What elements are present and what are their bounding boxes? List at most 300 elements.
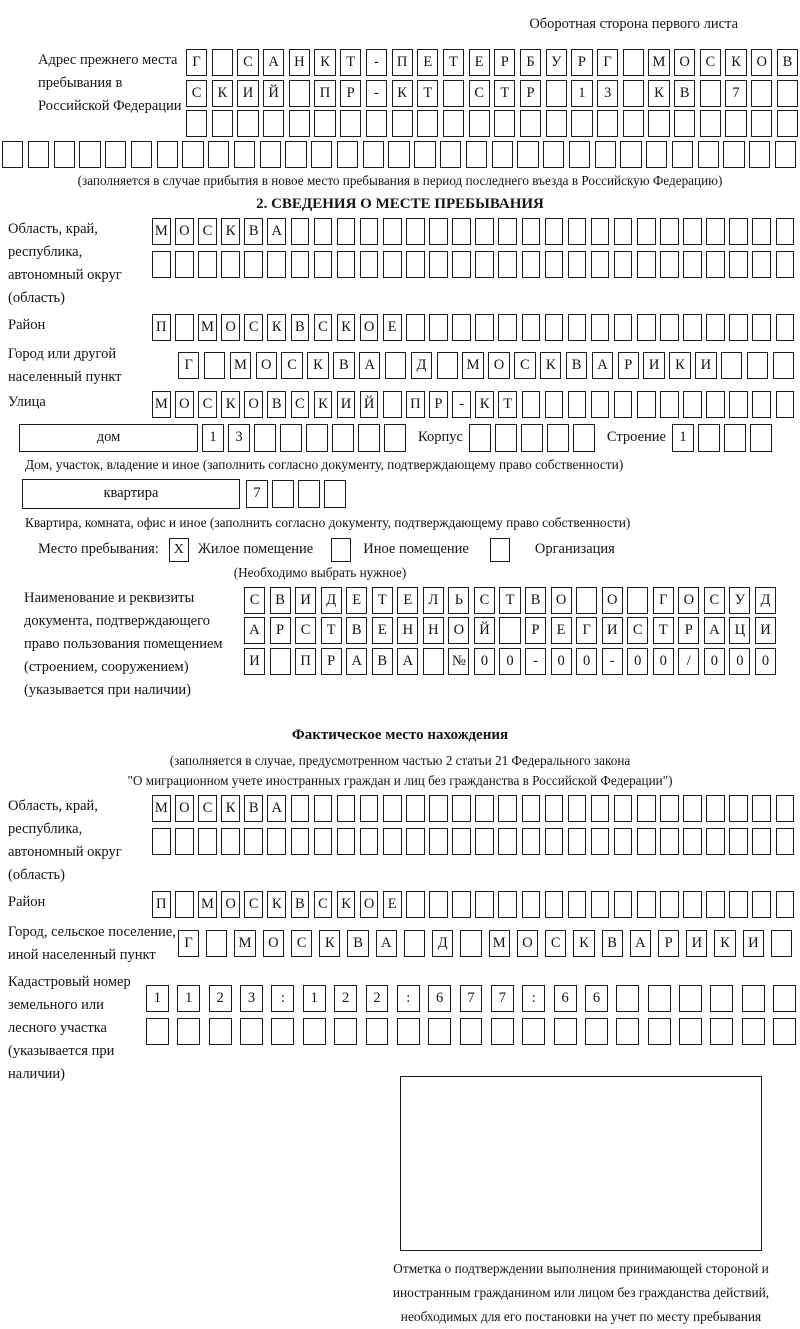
form-cell[interactable]	[206, 930, 227, 957]
form-cell[interactable]	[545, 391, 564, 418]
form-cell[interactable]	[591, 251, 610, 278]
form-cell[interactable]: А	[397, 648, 418, 675]
form-cell[interactable]	[724, 424, 746, 452]
form-cell[interactable]: М	[152, 795, 171, 822]
form-cell[interactable]	[397, 1018, 420, 1045]
form-cell[interactable]: В	[777, 49, 798, 76]
form-cell[interactable]	[637, 828, 656, 855]
form-cell[interactable]: У	[729, 587, 750, 614]
form-cell[interactable]: К	[212, 80, 233, 107]
form-cell[interactable]: -	[366, 49, 387, 76]
form-cell[interactable]	[646, 141, 667, 168]
form-cell[interactable]	[706, 218, 725, 245]
form-cell[interactable]	[660, 251, 679, 278]
form-cell[interactable]	[494, 110, 515, 137]
form-cell[interactable]	[546, 110, 567, 137]
form-cell[interactable]	[742, 1018, 765, 1045]
form-cell[interactable]	[683, 251, 702, 278]
form-cell[interactable]: К	[267, 314, 286, 341]
form-cell[interactable]: П	[152, 891, 171, 918]
form-cell[interactable]: О	[488, 352, 509, 379]
form-cell[interactable]	[710, 1018, 733, 1045]
form-cell[interactable]: В	[346, 617, 367, 644]
form-cell[interactable]	[545, 828, 564, 855]
form-cell[interactable]: У	[546, 49, 567, 76]
form-cell[interactable]: С	[244, 891, 263, 918]
form-cell[interactable]: Т	[340, 49, 361, 76]
form-cell[interactable]	[700, 110, 721, 137]
form-cell[interactable]	[683, 828, 702, 855]
form-cell[interactable]: К	[221, 218, 240, 245]
form-cell[interactable]	[749, 141, 770, 168]
form-cell[interactable]: Е	[469, 49, 490, 76]
form-cell[interactable]	[573, 424, 595, 452]
form-cell[interactable]: А	[267, 795, 286, 822]
form-cell[interactable]	[723, 141, 744, 168]
form-cell[interactable]	[683, 218, 702, 245]
form-cell[interactable]	[495, 424, 517, 452]
form-cell[interactable]	[522, 314, 541, 341]
form-cell[interactable]: П	[314, 80, 335, 107]
form-cell[interactable]: И	[743, 930, 764, 957]
form-cell[interactable]	[498, 891, 517, 918]
form-cell[interactable]: К	[725, 49, 746, 76]
form-cell[interactable]	[460, 930, 481, 957]
form-cell[interactable]: Д	[755, 587, 776, 614]
form-cell[interactable]: М	[152, 391, 171, 418]
form-cell[interactable]: К	[337, 314, 356, 341]
form-cell[interactable]: А	[630, 930, 651, 957]
form-cell[interactable]	[237, 110, 258, 137]
form-cell[interactable]	[637, 891, 656, 918]
form-cell[interactable]: А	[704, 617, 725, 644]
form-cell[interactable]	[751, 110, 772, 137]
form-cell[interactable]: О	[360, 891, 379, 918]
form-cell[interactable]: И	[695, 352, 716, 379]
form-cell[interactable]: П	[152, 314, 171, 341]
form-cell[interactable]	[406, 314, 425, 341]
form-cell[interactable]	[475, 314, 494, 341]
form-cell[interactable]	[648, 985, 671, 1012]
form-cell[interactable]: 6	[554, 985, 577, 1012]
form-cell[interactable]	[285, 141, 306, 168]
form-cell[interactable]	[340, 110, 361, 137]
form-cell[interactable]	[591, 218, 610, 245]
form-cell[interactable]	[492, 141, 513, 168]
form-cell[interactable]	[679, 1018, 702, 1045]
form-cell[interactable]: В	[525, 587, 546, 614]
form-cell[interactable]	[568, 218, 587, 245]
form-cell[interactable]	[175, 828, 194, 855]
form-cell[interactable]: Е	[551, 617, 572, 644]
form-cell[interactable]: В	[291, 314, 310, 341]
form-cell[interactable]	[429, 218, 448, 245]
form-cell[interactable]: К	[392, 80, 413, 107]
form-cell[interactable]: С	[244, 587, 265, 614]
form-cell[interactable]	[627, 587, 648, 614]
form-cell[interactable]: 1	[571, 80, 592, 107]
form-cell[interactable]	[429, 314, 448, 341]
form-cell[interactable]	[683, 314, 702, 341]
form-cell[interactable]	[475, 251, 494, 278]
form-cell[interactable]	[385, 352, 406, 379]
form-cell[interactable]	[491, 1018, 514, 1045]
form-cell[interactable]	[334, 1018, 357, 1045]
form-cell[interactable]: Й	[263, 80, 284, 107]
form-cell[interactable]	[337, 795, 356, 822]
form-cell[interactable]	[776, 795, 795, 822]
form-cell[interactable]	[289, 110, 310, 137]
form-cell[interactable]: Т	[653, 617, 674, 644]
form-cell[interactable]: Д	[411, 352, 432, 379]
form-cell[interactable]: В	[270, 587, 291, 614]
form-cell[interactable]	[303, 1018, 326, 1045]
form-cell[interactable]	[616, 985, 639, 1012]
form-cell[interactable]	[571, 110, 592, 137]
form-cell[interactable]: Й	[474, 617, 495, 644]
form-cell[interactable]	[244, 828, 263, 855]
form-cell[interactable]: В	[372, 648, 393, 675]
form-cell[interactable]: 2	[334, 985, 357, 1012]
form-cell[interactable]: Г	[597, 49, 618, 76]
form-cell[interactable]	[674, 110, 695, 137]
form-cell[interactable]: Е	[383, 314, 402, 341]
form-cell[interactable]: С	[198, 218, 217, 245]
form-cell[interactable]	[363, 141, 384, 168]
form-cell[interactable]	[157, 141, 178, 168]
form-cell[interactable]	[212, 49, 233, 76]
form-cell[interactable]: Р	[658, 930, 679, 957]
form-cell[interactable]	[429, 891, 448, 918]
form-cell[interactable]: К	[648, 80, 669, 107]
form-cell[interactable]	[234, 141, 255, 168]
form-cell[interactable]: С	[237, 49, 258, 76]
form-cell[interactable]: 0	[474, 648, 495, 675]
form-cell[interactable]: Т	[494, 80, 515, 107]
form-cell[interactable]: 0	[729, 648, 750, 675]
form-cell[interactable]	[175, 314, 194, 341]
form-cell[interactable]	[383, 828, 402, 855]
form-cell[interactable]: И	[755, 617, 776, 644]
form-cell[interactable]	[522, 1018, 545, 1045]
form-cell[interactable]: Н	[289, 49, 310, 76]
form-cell[interactable]: С	[627, 617, 648, 644]
form-cell[interactable]	[423, 648, 444, 675]
form-cell[interactable]	[499, 617, 520, 644]
form-cell[interactable]: 0	[576, 648, 597, 675]
form-cell[interactable]: К	[714, 930, 735, 957]
form-cell[interactable]: О	[244, 391, 263, 418]
form-cell[interactable]: Ь	[448, 587, 469, 614]
form-cell[interactable]	[475, 795, 494, 822]
form-cell[interactable]	[383, 251, 402, 278]
form-cell[interactable]: П	[392, 49, 413, 76]
form-cell[interactable]	[452, 795, 471, 822]
form-cell[interactable]: К	[267, 891, 286, 918]
form-cell[interactable]: В	[244, 795, 263, 822]
form-cell[interactable]	[616, 1018, 639, 1045]
form-cell[interactable]	[271, 1018, 294, 1045]
form-cell[interactable]: Р	[429, 391, 448, 418]
form-cell[interactable]: Е	[383, 891, 402, 918]
form-cell[interactable]: 0	[653, 648, 674, 675]
form-cell[interactable]	[546, 80, 567, 107]
form-cell[interactable]	[706, 314, 725, 341]
form-cell[interactable]	[773, 1018, 796, 1045]
form-cell[interactable]: -	[525, 648, 546, 675]
form-cell[interactable]	[660, 218, 679, 245]
form-cell[interactable]	[776, 391, 795, 418]
form-cell[interactable]	[683, 891, 702, 918]
form-cell[interactable]: А	[263, 49, 284, 76]
form-cell[interactable]: С	[314, 891, 333, 918]
form-cell[interactable]: Р	[321, 648, 342, 675]
form-cell[interactable]: 7	[491, 985, 514, 1012]
form-cell[interactable]	[672, 141, 693, 168]
form-cell[interactable]: С	[700, 49, 721, 76]
form-cell[interactable]: В	[347, 930, 368, 957]
form-cell[interactable]: Е	[346, 587, 367, 614]
form-cell[interactable]: Д	[432, 930, 453, 957]
form-cell[interactable]: М	[648, 49, 669, 76]
form-cell[interactable]	[591, 391, 610, 418]
form-cell[interactable]	[263, 110, 284, 137]
form-cell[interactable]	[623, 80, 644, 107]
form-cell[interactable]	[706, 891, 725, 918]
form-cell[interactable]	[440, 141, 461, 168]
form-cell[interactable]	[777, 80, 798, 107]
form-cell[interactable]: Е	[372, 617, 393, 644]
form-cell[interactable]: Г	[178, 930, 199, 957]
form-cell[interactable]	[706, 391, 725, 418]
form-cell[interactable]: :	[271, 985, 294, 1012]
form-cell[interactable]	[429, 795, 448, 822]
form-cell[interactable]: О	[360, 314, 379, 341]
form-cell[interactable]: И	[643, 352, 664, 379]
form-cell[interactable]	[751, 80, 772, 107]
form-cell[interactable]	[585, 1018, 608, 1045]
form-cell[interactable]	[388, 141, 409, 168]
form-cell[interactable]	[208, 141, 229, 168]
form-cell[interactable]	[383, 795, 402, 822]
form-cell[interactable]	[725, 110, 746, 137]
form-cell[interactable]	[383, 218, 402, 245]
form-cell[interactable]	[314, 795, 333, 822]
form-cell[interactable]: №	[448, 648, 469, 675]
form-cell[interactable]	[360, 251, 379, 278]
form-cell[interactable]: Р	[270, 617, 291, 644]
form-cell[interactable]	[569, 141, 590, 168]
form-cell[interactable]: 3	[597, 80, 618, 107]
form-cell[interactable]	[28, 141, 49, 168]
form-cell[interactable]: Н	[397, 617, 418, 644]
form-cell[interactable]: О	[517, 930, 538, 957]
form-cell[interactable]: Р	[571, 49, 592, 76]
form-cell[interactable]	[614, 218, 633, 245]
form-cell[interactable]	[291, 795, 310, 822]
form-cell[interactable]: С	[704, 587, 725, 614]
form-cell[interactable]: О	[674, 49, 695, 76]
form-cell[interactable]	[568, 251, 587, 278]
form-cell[interactable]	[729, 391, 748, 418]
form-cell[interactable]	[443, 80, 464, 107]
form-cell[interactable]: А	[359, 352, 380, 379]
form-cell[interactable]	[466, 141, 487, 168]
form-cell[interactable]: О	[175, 218, 194, 245]
form-cell[interactable]	[314, 828, 333, 855]
form-cell[interactable]: Г	[186, 49, 207, 76]
form-cell[interactable]: 1	[202, 424, 224, 452]
form-cell[interactable]: О	[448, 617, 469, 644]
form-cell[interactable]: :	[397, 985, 420, 1012]
form-cell[interactable]	[254, 424, 276, 452]
form-cell[interactable]	[776, 314, 795, 341]
form-cell[interactable]	[742, 985, 765, 1012]
form-cell[interactable]: О	[602, 587, 623, 614]
form-cell[interactable]	[545, 251, 564, 278]
form-cell[interactable]: Г	[576, 617, 597, 644]
form-cell[interactable]	[520, 110, 541, 137]
form-cell[interactable]	[498, 828, 517, 855]
form-cell[interactable]: -	[452, 391, 471, 418]
form-cell[interactable]	[623, 49, 644, 76]
form-cell[interactable]	[337, 828, 356, 855]
form-cell[interactable]	[260, 141, 281, 168]
form-cell[interactable]: К	[221, 391, 240, 418]
form-cell[interactable]: К	[314, 49, 335, 76]
form-cell[interactable]	[522, 795, 541, 822]
form-cell[interactable]	[131, 141, 152, 168]
form-cell[interactable]: И	[237, 80, 258, 107]
form-cell[interactable]: С	[198, 391, 217, 418]
form-cell[interactable]	[406, 891, 425, 918]
form-cell[interactable]	[291, 218, 310, 245]
form-cell[interactable]	[568, 314, 587, 341]
form-cell[interactable]	[521, 424, 543, 452]
form-cell[interactable]: 3	[240, 985, 263, 1012]
form-cell[interactable]	[752, 891, 771, 918]
form-cell[interactable]	[498, 251, 517, 278]
form-cell[interactable]: В	[602, 930, 623, 957]
form-cell[interactable]: К	[669, 352, 690, 379]
form-cell[interactable]: С	[474, 587, 495, 614]
form-cell[interactable]	[152, 828, 171, 855]
form-cell[interactable]: Д	[321, 587, 342, 614]
form-cell[interactable]	[620, 141, 641, 168]
form-cell[interactable]: И	[244, 648, 265, 675]
form-cell[interactable]	[747, 352, 768, 379]
form-cell[interactable]: 1	[303, 985, 326, 1012]
form-cell[interactable]	[291, 251, 310, 278]
form-cell[interactable]	[591, 314, 610, 341]
form-cell[interactable]: 1	[177, 985, 200, 1012]
form-cell[interactable]	[460, 1018, 483, 1045]
form-cell[interactable]	[517, 141, 538, 168]
form-cell[interactable]: Н	[423, 617, 444, 644]
form-cell[interactable]	[498, 218, 517, 245]
form-cell[interactable]	[776, 891, 795, 918]
form-cell[interactable]: И	[295, 587, 316, 614]
form-cell[interactable]: Л	[423, 587, 444, 614]
form-cell[interactable]	[545, 795, 564, 822]
form-cell[interactable]: С	[244, 314, 263, 341]
form-cell[interactable]: Т	[443, 49, 464, 76]
form-cell[interactable]: С	[291, 391, 310, 418]
form-cell[interactable]: В	[291, 891, 310, 918]
form-cell[interactable]	[272, 480, 294, 508]
form-cell[interactable]	[437, 352, 458, 379]
form-cell[interactable]	[752, 251, 771, 278]
form-cell[interactable]: 1	[146, 985, 169, 1012]
form-cell[interactable]	[146, 1018, 169, 1045]
form-cell[interactable]	[637, 391, 656, 418]
form-cell[interactable]	[752, 314, 771, 341]
form-cell[interactable]	[771, 930, 792, 957]
form-cell[interactable]: О	[175, 391, 194, 418]
form-cell[interactable]	[679, 985, 702, 1012]
form-cell[interactable]: М	[198, 314, 217, 341]
form-cell[interactable]: Ц	[729, 617, 750, 644]
form-cell[interactable]: А	[376, 930, 397, 957]
form-cell[interactable]	[706, 251, 725, 278]
form-cell[interactable]: С	[291, 930, 312, 957]
form-cell[interactable]: /	[678, 648, 699, 675]
form-cell[interactable]: О	[221, 314, 240, 341]
form-cell[interactable]: С	[545, 930, 566, 957]
form-cell[interactable]: М	[462, 352, 483, 379]
form-cell[interactable]	[360, 218, 379, 245]
form-cell[interactable]: Г	[178, 352, 199, 379]
form-cell[interactable]: О	[678, 587, 699, 614]
form-cell[interactable]	[452, 218, 471, 245]
form-cell[interactable]	[392, 110, 413, 137]
form-cell[interactable]	[452, 828, 471, 855]
form-cell[interactable]	[406, 251, 425, 278]
form-cell[interactable]	[545, 218, 564, 245]
form-cell[interactable]	[729, 251, 748, 278]
form-cell[interactable]: О	[256, 352, 277, 379]
form-cell[interactable]	[443, 110, 464, 137]
form-cell[interactable]	[614, 891, 633, 918]
form-cell[interactable]	[182, 141, 203, 168]
form-cell[interactable]	[204, 352, 225, 379]
form-cell[interactable]	[244, 251, 263, 278]
form-cell[interactable]	[597, 110, 618, 137]
form-cell[interactable]	[469, 110, 490, 137]
form-cell[interactable]: А	[592, 352, 613, 379]
form-cell[interactable]	[79, 141, 100, 168]
form-cell[interactable]	[406, 218, 425, 245]
form-cell[interactable]: 2	[366, 985, 389, 1012]
form-cell[interactable]: -	[366, 80, 387, 107]
form-cell[interactable]	[475, 891, 494, 918]
form-cell[interactable]	[700, 80, 721, 107]
form-cell[interactable]: М	[198, 891, 217, 918]
form-cell[interactable]	[522, 828, 541, 855]
form-cell[interactable]	[175, 891, 194, 918]
form-cell[interactable]: А	[244, 617, 265, 644]
form-cell[interactable]	[221, 828, 240, 855]
form-cell[interactable]	[660, 891, 679, 918]
form-cell[interactable]	[776, 218, 795, 245]
form-cell[interactable]	[614, 828, 633, 855]
form-cell[interactable]: 7	[246, 480, 268, 508]
form-cell[interactable]: В	[244, 218, 263, 245]
form-cell[interactable]	[522, 251, 541, 278]
form-cell[interactable]	[198, 828, 217, 855]
form-cell[interactable]: С	[186, 80, 207, 107]
form-cell[interactable]	[776, 828, 795, 855]
